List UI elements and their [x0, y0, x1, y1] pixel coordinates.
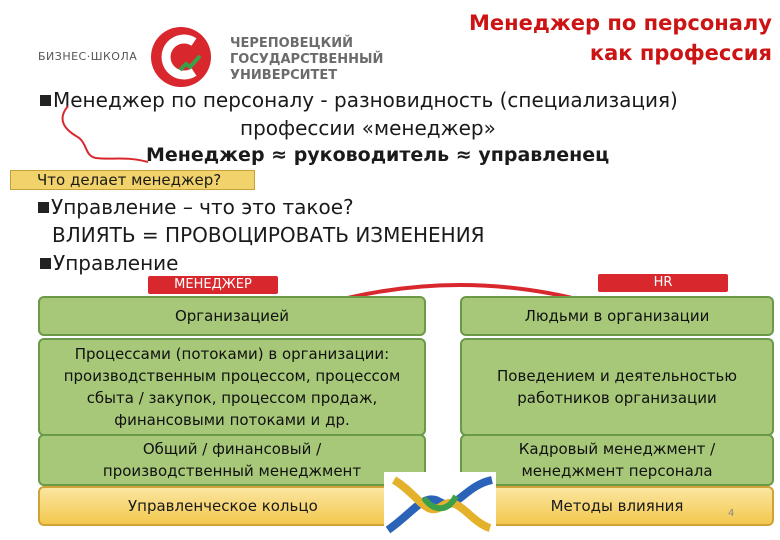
- left-box-management-ring: Управленческое кольцо: [38, 486, 426, 526]
- university-name-line: ЧЕРЕПОВЕЦКИЙ: [230, 36, 353, 51]
- bullet-icon: [38, 202, 49, 213]
- right-box-hr-management: Кадровый менеджмент / менеджмент персонала: [460, 434, 774, 486]
- left-box-organization: Организацией: [38, 296, 426, 336]
- definition-continuation: профессии «менеджер»: [240, 116, 496, 140]
- university-name-line: УНИВЕРСИТЕТ: [230, 68, 338, 83]
- university-logo: [150, 26, 212, 88]
- rope-knot-image: [384, 472, 496, 534]
- left-box-processes: Процессами (потоками) в организации: производственным процессом, процессом сбыта / закупок, процессом продаж, финансовыми потоками и др.: [38, 338, 426, 436]
- right-box-influence-methods: Методы влияния: [460, 486, 774, 526]
- bullet-management: [40, 251, 178, 275]
- bullet-text: Менеджер по персоналу - разновидность (специализация): [53, 88, 678, 112]
- question-highlight: Что делает менеджер?: [10, 170, 255, 190]
- slide-title-line: как профессия: [589, 41, 772, 65]
- connector-curve: [56, 100, 156, 170]
- slide-title: [392, 8, 772, 68]
- university-name-line: ГОСУДАРСТВЕННЫЙ: [230, 52, 384, 67]
- bullet-icon: [40, 258, 51, 269]
- business-school-label: БИЗНЕС·ШКОЛА: [38, 50, 138, 63]
- bullet-text: Управление: [53, 251, 179, 275]
- right-box-people: Людьми в организации: [460, 296, 774, 336]
- bullet-text: Управление – что это такое?: [51, 195, 354, 219]
- bullet-management-question: [38, 195, 354, 219]
- left-box-general-management: Общий / финансовый / производственный менеджмент: [38, 434, 426, 486]
- manager-equivalence: Менеджер ≈ руководитель ≈ управленец: [146, 144, 610, 166]
- right-box-behavior: Поведением и деятельностью работников организации: [460, 338, 774, 436]
- manager-tag: МЕНЕДЖЕР: [148, 276, 278, 294]
- influence-statement: ВЛИЯТЬ = ПРОВОЦИРОВАТЬ ИЗМЕНЕНИЯ: [52, 223, 485, 247]
- bullet-icon: [40, 95, 51, 106]
- slide-title-line: Менеджер по персоналу: [469, 11, 772, 35]
- hr-tag: HR: [598, 274, 728, 292]
- page-number: 4: [728, 508, 735, 519]
